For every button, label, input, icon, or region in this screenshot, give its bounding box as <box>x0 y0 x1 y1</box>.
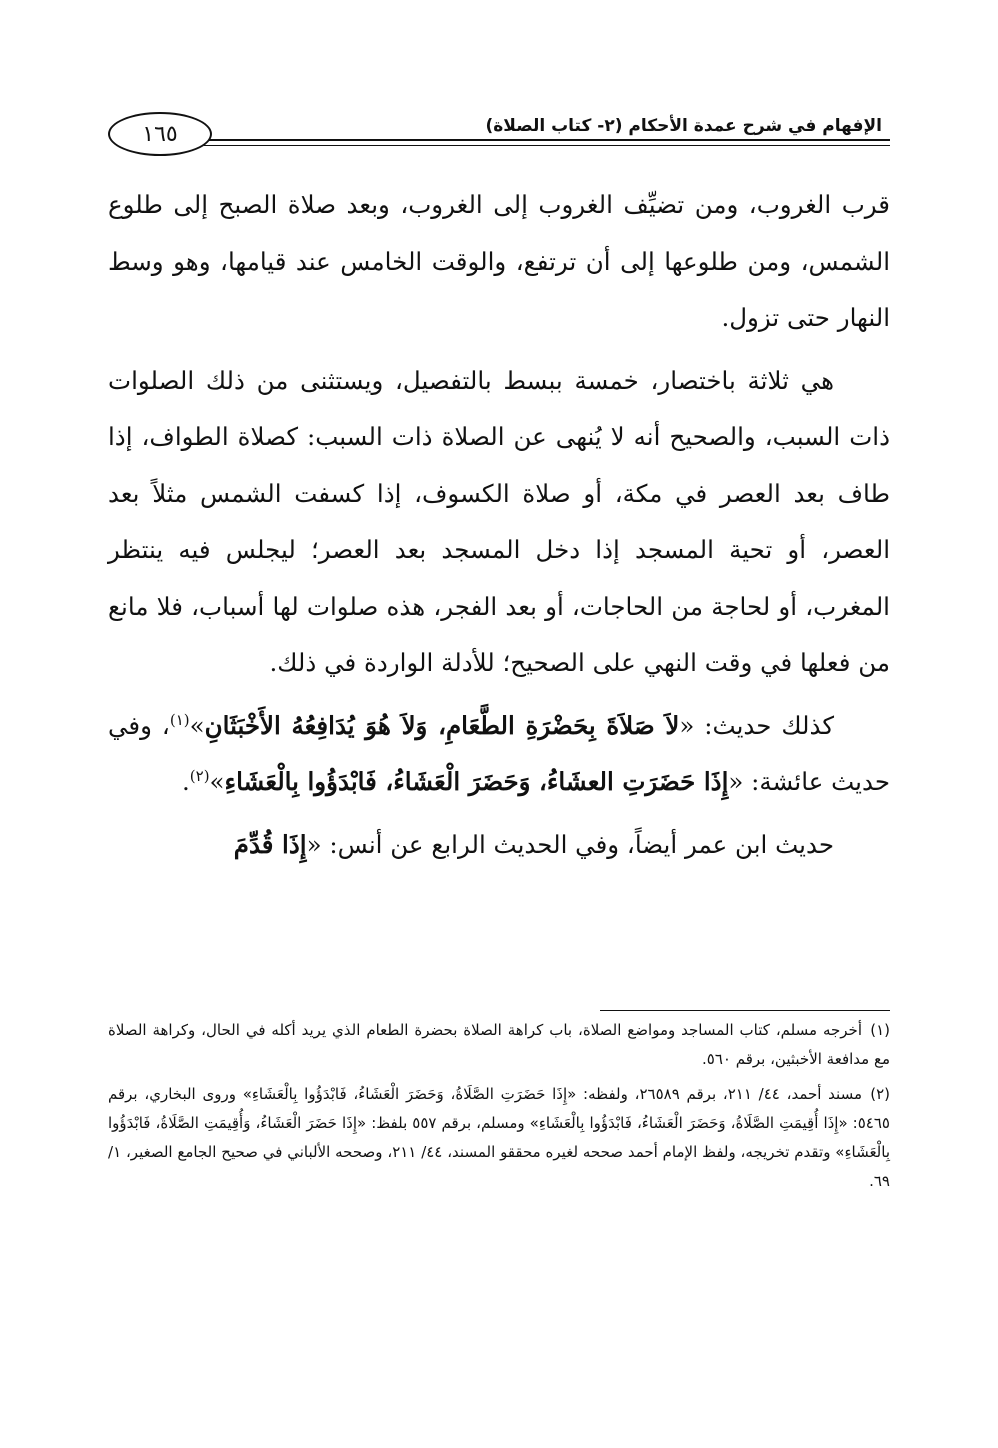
paragraph-4-text: حديث ابن عمر أيضاً، وفي الحديث الرابع عن أنس: « <box>306 829 834 859</box>
hadith-quote-1: لاَ صَلاَةَ بِحَضْرَةِ الطَّعَامِ، وَلاَ هُوَ يُدَافِعُهُ الأَخْبَثَانِ <box>204 710 680 740</box>
running-title: الإفهام في شرح عمدة الأحكام (٢- كتاب الصلاة) <box>485 116 882 136</box>
footnote-text: مسند أحمد، ٤٤/ ٢١١، برقم ٢٦٥٨٩، ولفظه: «إِذَا حَضَرَتِ الصَّلَاةُ، وَحَضَرَ الْعَشَاءُ، فَابْدَؤُوا بِالْعَشَاءِ» وروى البخاري، برقم ٥٤٦٥: «إِذَا أُقِيمَتِ الصَّلَاةُ، وَحَضَرَ الْعَشَاءُ، فَابْدَؤُوا بِالْعَشَاءِ» ومسلم، برقم ٥٥٧ بلفظ: «إِذَا حَضَرَ الْعَشَاءُ، وَأُقِيمَتِ الصَّلَاةُ، فَابْدَؤُوا بِالْعَشَاءِ» وتقدم تخريجه، ولفظ الإمام أحمد صححه لغيره محققو المسند، ٤٤/ ٢١١، وصححه الألباني في صحيح الجامع الصغير، ١/ ٦٩. <box>108 1085 890 1190</box>
main-text <box>108 177 890 873</box>
header-rule-thick <box>204 139 890 141</box>
header-rule-thin <box>204 145 890 146</box>
page-header <box>108 112 890 160</box>
footnotes <box>108 1016 890 1202</box>
footnote-text: أخرجه مسلم، كتاب المساجد ومواضع الصلاة، باب كراهة الصلاة بحضرة الطعام الذي يريد أكله في الحال، وكراهة الصلاة مع مدافعة الأخبثين، برقم ٥٦٠. <box>108 1021 890 1068</box>
paragraph-3 <box>108 698 890 811</box>
paragraph-1: قرب الغروب، ومن تضيِّف الغروب إلى الغروب، وبعد صلاة الصبح إلى طلوع الشمس، ومن طلوعها إلى أن ترتفع، والوقت الخامس عند قيامها، وهو وسط النهار حتى تزول. <box>108 190 890 332</box>
hadith-quote-3: إِذَا قُدِّمَ <box>233 829 307 859</box>
footnote-ref-2[interactable]: (٢) <box>189 766 210 785</box>
paragraph-4 <box>108 817 890 874</box>
page-number: ١٦٥ <box>108 112 212 156</box>
footnote-number: (٢) <box>870 1085 891 1103</box>
footnote-ref-1[interactable]: (١) <box>169 710 190 729</box>
footnote-number: (١) <box>870 1021 890 1039</box>
paragraph-3-end: . <box>181 767 190 796</box>
footnote-separator <box>600 1010 890 1011</box>
paragraph-2: هي ثلاثة باختصار، خمسة ببسط بالتفصيل، ويستثنى من ذلك الصلوات ذات السبب، والصحيح أنه لا يُنهى عن الصلاة ذات السبب: كصلاة الطواف، إذا طاف بعد العصر في مكة، أو صلاة الكسوف، إذا كسفت الشمس مثلاً بعد العصر، أو تحية المسجد إذا دخل المسجد بعد العصر؛ ليجلس فيه ينتظر المغرب، أو لحاجة من الحاجات، أو بعد الفجر، هذه صلوات لها أسباب، فلا مانع من فعلها في وقت النهي على الصحيح؛ للأدلة الواردة في ذلك. <box>108 365 890 677</box>
paragraph-3-text-1: كذلك حديث: « <box>679 710 834 740</box>
quote-close-1: » <box>189 710 205 740</box>
footnote-2 <box>108 1080 890 1196</box>
hadith-quote-2: إِذَا حَضَرَتِ العشَاءُ، وَحَضَرَ الْعَشَاءُ، فَابْدَؤُوا بِالْعَشَاءِ <box>224 767 729 796</box>
footnote-1 <box>108 1016 890 1074</box>
quote-close-2: » <box>209 767 225 796</box>
paragraph-3-text-2: ، وفي حديث عائشة: « <box>108 710 890 796</box>
